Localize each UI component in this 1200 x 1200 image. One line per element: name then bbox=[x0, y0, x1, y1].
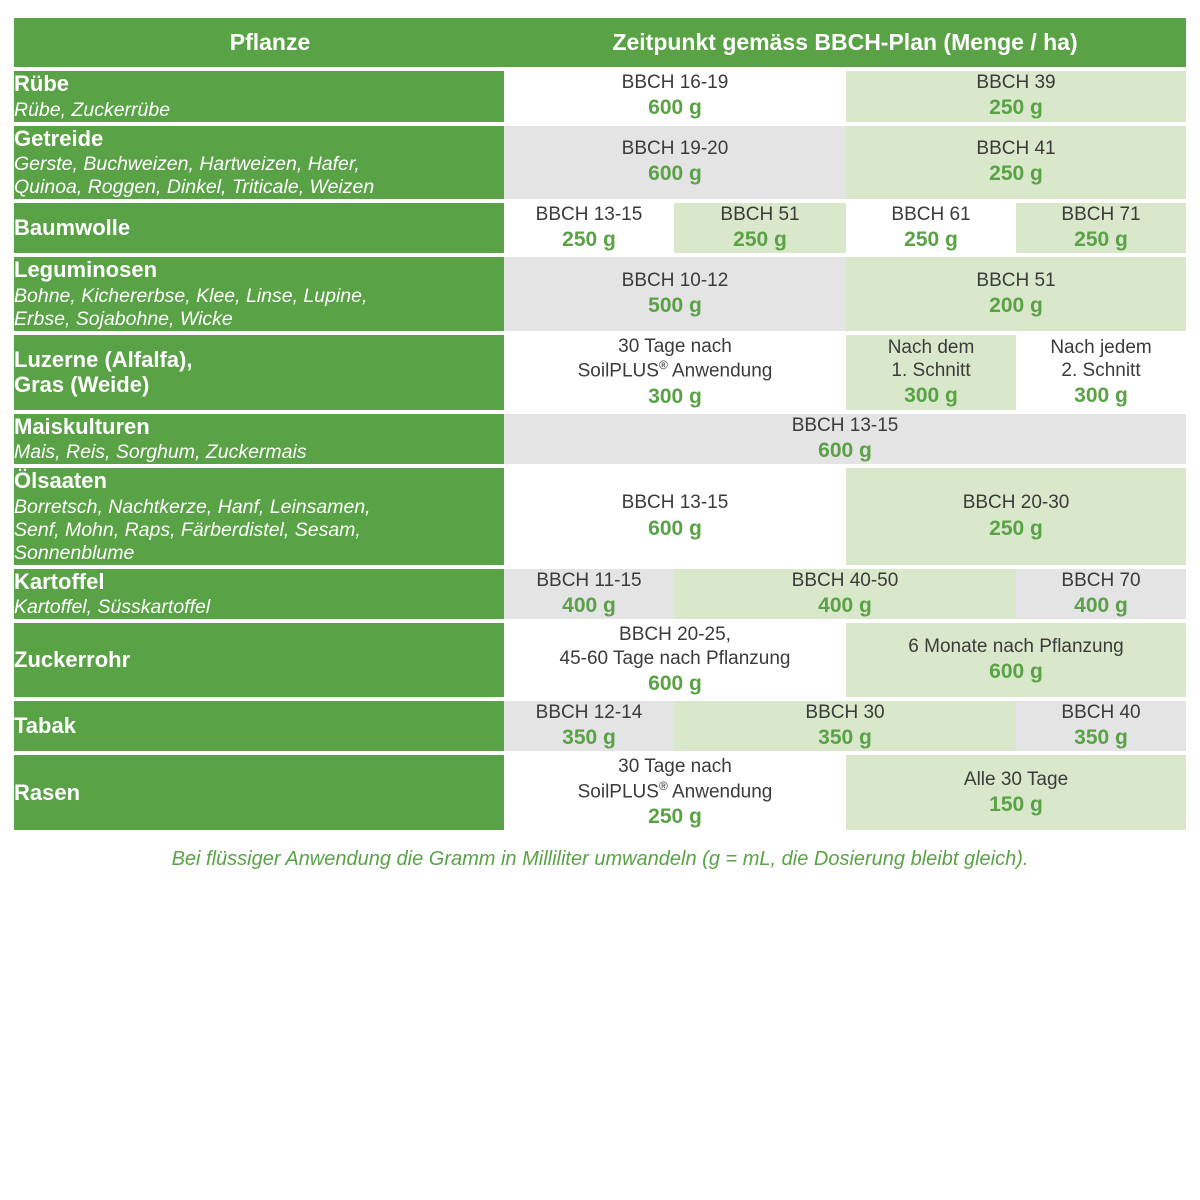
table-row bbox=[14, 468, 1186, 565]
timing-stage: BBCH 11-15 bbox=[536, 569, 642, 591]
timing-cell bbox=[1016, 203, 1186, 253]
header-row bbox=[14, 18, 1186, 67]
plant-cell bbox=[14, 701, 504, 751]
timing-stage: 6 Monate nach Pflanzung bbox=[908, 636, 1124, 658]
timing-amount: 250 g bbox=[989, 96, 1043, 120]
table-row bbox=[14, 623, 1186, 697]
timing-cell bbox=[674, 569, 1016, 620]
timing-amount: 350 g bbox=[562, 726, 616, 750]
plant-name: Baumwolle bbox=[14, 215, 131, 241]
timing-cell bbox=[504, 126, 846, 200]
timing-stage: Nach jedem 2. Schnitt bbox=[1050, 336, 1152, 381]
plant-cell bbox=[14, 468, 504, 565]
timing-cell bbox=[846, 126, 1186, 200]
timing-amount: 500 g bbox=[648, 294, 702, 318]
timing-amount: 200 g bbox=[989, 294, 1043, 318]
timing-amount: 250 g bbox=[989, 516, 1043, 540]
timing-cell bbox=[504, 755, 846, 830]
plant-cell bbox=[14, 414, 504, 465]
timing-cell bbox=[504, 414, 1186, 465]
header-timing: Zeitpunkt gemäss BBCH-Plan (Menge / ha) bbox=[504, 18, 1186, 67]
timing-stage: BBCH 13-15 bbox=[791, 414, 899, 436]
timing-amount: 150 g bbox=[989, 792, 1043, 816]
plant-cell bbox=[14, 569, 504, 620]
timing-amount: 250 g bbox=[904, 228, 958, 252]
timing-cell bbox=[1016, 569, 1186, 620]
plant-name: Luzerne (Alfalfa), Gras (Weide) bbox=[14, 346, 193, 398]
plant-species: Rübe, Zuckerrübe bbox=[14, 98, 171, 121]
timing-amount: 300 g bbox=[904, 383, 958, 407]
timing-cell bbox=[846, 203, 1016, 253]
table-row bbox=[14, 257, 1186, 331]
timing-stage: BBCH 10-12 bbox=[621, 270, 729, 291]
timing-cell bbox=[846, 257, 1186, 331]
plant-cell bbox=[14, 335, 504, 410]
timing-cell bbox=[846, 755, 1186, 830]
plant-name: Leguminosen bbox=[14, 257, 158, 283]
timing-cell bbox=[504, 623, 846, 697]
timing-amount: 400 g bbox=[818, 594, 872, 618]
table-row bbox=[14, 71, 1186, 122]
plant-cell bbox=[14, 257, 504, 331]
plant-cell bbox=[14, 623, 504, 697]
timing-cell bbox=[504, 335, 846, 410]
timing-amount: 300 g bbox=[1074, 383, 1128, 407]
timing-stage: BBCH 70 bbox=[1061, 569, 1141, 591]
timing-stage: 30 Tage nach SoilPLUS® Anwendung bbox=[577, 335, 773, 382]
plant-cell bbox=[14, 71, 504, 122]
plant-name: Tabak bbox=[14, 713, 76, 739]
timing-amount: 300 g bbox=[648, 384, 702, 408]
timing-stage: Alle 30 Tage bbox=[963, 768, 1069, 790]
timing-amount: 250 g bbox=[733, 228, 787, 252]
timing-cell bbox=[504, 569, 674, 620]
timing-amount: 600 g bbox=[648, 96, 702, 120]
plant-name: Rasen bbox=[14, 780, 81, 806]
table-row bbox=[14, 126, 1186, 200]
timing-cell bbox=[1016, 701, 1186, 751]
timing-cell bbox=[846, 468, 1186, 565]
timing-stage: BBCH 13-15 bbox=[535, 204, 643, 226]
timing-stage: BBCH 20-30 bbox=[962, 492, 1070, 514]
plant-name: Rübe bbox=[14, 71, 69, 96]
plant-species: Bohne, Kichererbse, Klee, Linse, Lupine, Erbse, Sojabohne, Wicke bbox=[14, 284, 368, 330]
timing-amount: 250 g bbox=[648, 805, 702, 829]
plant-cell bbox=[14, 126, 504, 200]
table-row bbox=[14, 203, 1186, 253]
timing-stage: BBCH 71 bbox=[1061, 204, 1141, 226]
timing-amount: 600 g bbox=[989, 660, 1043, 684]
timing-stage: BBCH 20-25, 45-60 Tage nach Pflanzung bbox=[559, 624, 791, 669]
plant-name: Getreide bbox=[14, 125, 104, 151]
timing-amount: 400 g bbox=[562, 594, 616, 618]
plant-name: Zuckerrohr bbox=[14, 647, 131, 673]
header-plant: Pflanze bbox=[14, 18, 504, 67]
timing-cell bbox=[504, 71, 846, 122]
footnote: Bei flüssiger Anwendung die Gramm in Milliliter umwandeln (g = mL, die Dosierung bleibt gleich). bbox=[171, 848, 1029, 871]
timing-amount: 600 g bbox=[648, 516, 702, 540]
timing-stage: BBCH 40 bbox=[1061, 702, 1141, 724]
timing-stage: Nach dem 1. Schnitt bbox=[887, 336, 975, 381]
timing-cell bbox=[504, 257, 846, 331]
timing-stage: BBCH 51 bbox=[720, 204, 800, 226]
plant-name: Ölsaaten bbox=[14, 468, 107, 494]
table-row bbox=[14, 755, 1186, 830]
timing-stage: BBCH 12-14 bbox=[535, 702, 643, 724]
plant-species: Kartoffel, Süsskartoffel bbox=[14, 596, 211, 619]
plant-name: Maiskulturen bbox=[14, 413, 150, 439]
timing-stage: BBCH 39 bbox=[976, 72, 1056, 94]
timing-amount: 600 g bbox=[648, 162, 702, 186]
plant-species: Borretsch, Nachtkerze, Hanf, Leinsamen, Senf, Mohn, Raps, Färberdistel, Sesam, Sonnenblume bbox=[14, 495, 371, 564]
table-body bbox=[14, 71, 1186, 830]
timing-amount: 400 g bbox=[1074, 594, 1128, 618]
table-row bbox=[14, 569, 1186, 620]
timing-cell bbox=[504, 701, 674, 751]
timing-cell bbox=[1016, 335, 1186, 410]
timing-amount: 600 g bbox=[818, 439, 872, 463]
bbch-table bbox=[14, 14, 1186, 834]
table-row bbox=[14, 701, 1186, 751]
timing-stage: 30 Tage nach SoilPLUS® Anwendung bbox=[577, 756, 773, 802]
timing-cell bbox=[846, 623, 1186, 697]
timing-cell bbox=[846, 71, 1186, 122]
timing-cell bbox=[504, 468, 846, 565]
plant-name: Kartoffel bbox=[14, 568, 105, 594]
timing-amount: 600 g bbox=[648, 671, 702, 695]
timing-stage: BBCH 13-15 bbox=[621, 492, 729, 514]
timing-stage: BBCH 61 bbox=[891, 204, 971, 226]
timing-stage: BBCH 51 bbox=[976, 270, 1056, 291]
plant-species: Gerste, Buchweizen, Hartweizen, Hafer, Quinoa, Roggen, Dinkel, Triticale, Weizen bbox=[14, 153, 375, 199]
timing-cell bbox=[504, 203, 674, 253]
timing-amount: 250 g bbox=[1074, 228, 1128, 252]
timing-stage: BBCH 41 bbox=[976, 138, 1056, 160]
table-row bbox=[14, 414, 1186, 465]
timing-stage: BBCH 30 bbox=[805, 702, 885, 724]
timing-amount: 350 g bbox=[818, 726, 872, 750]
timing-cell bbox=[846, 335, 1016, 410]
plant-cell bbox=[14, 755, 504, 830]
plant-species: Mais, Reis, Sorghum, Zuckermais bbox=[14, 441, 307, 464]
table-header bbox=[14, 18, 1186, 67]
timing-amount: 250 g bbox=[562, 228, 616, 252]
timing-stage: BBCH 16-19 bbox=[621, 72, 729, 94]
timing-amount: 350 g bbox=[1074, 726, 1128, 750]
timing-amount: 250 g bbox=[989, 162, 1043, 186]
timing-cell bbox=[674, 203, 846, 253]
timing-stage: BBCH 40-50 bbox=[791, 569, 899, 591]
table-row bbox=[14, 335, 1186, 410]
timing-cell bbox=[674, 701, 1016, 751]
plant-cell bbox=[14, 203, 504, 253]
timing-stage: BBCH 19-20 bbox=[621, 138, 729, 160]
